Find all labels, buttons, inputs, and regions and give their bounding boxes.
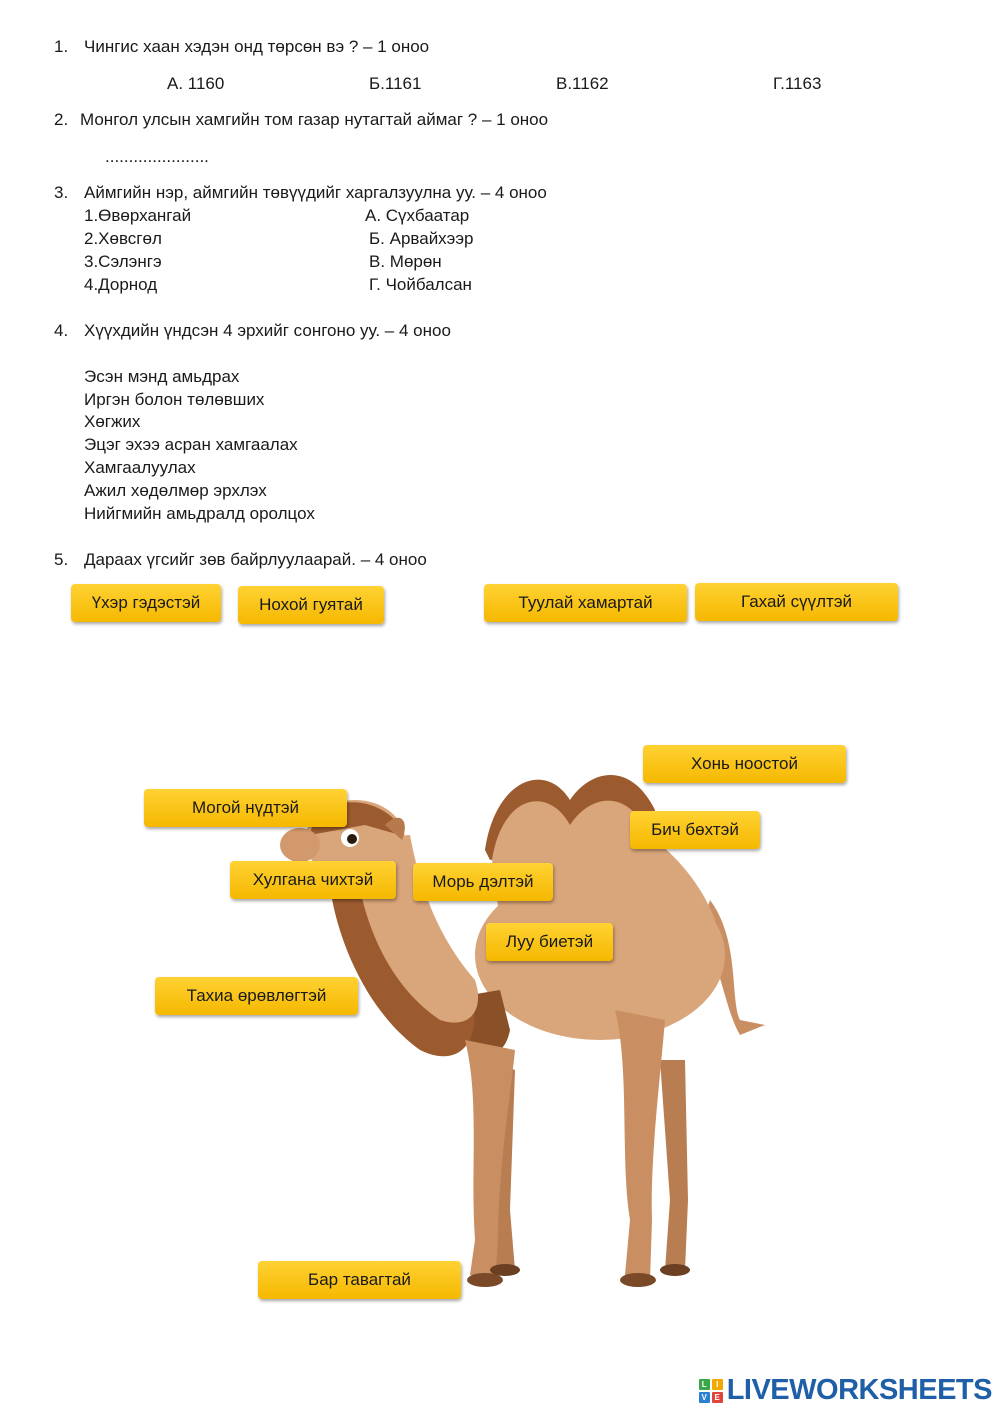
q4-number: 4. (54, 321, 69, 340)
camel-label-chip[interactable]: Хулгана чихтэй (230, 861, 396, 899)
q4-choice[interactable]: Эсэн мэнд амьдрах (84, 367, 240, 386)
q4-choice[interactable]: Ажил хөдөлмөр эрхлэх (84, 481, 267, 500)
q3-right-item[interactable]: Б. Арвайхээр (369, 229, 474, 248)
logo-square: L (699, 1379, 710, 1390)
q3-right-item[interactable]: Г. Чойбалсан (369, 275, 472, 294)
logo-square: V (699, 1392, 710, 1403)
logo-square: E (712, 1392, 723, 1403)
q3-right-item[interactable]: В. Мөрөн (369, 252, 442, 271)
q4-choice[interactable]: Эцэг эхээ асран хамгаалах (84, 435, 298, 454)
q4-choice[interactable]: Иргэн болон төлөвших (84, 390, 265, 409)
q1-option-c[interactable]: В.1162 (556, 74, 609, 93)
liveworksheets-logo (699, 1374, 992, 1407)
camel-label-chip[interactable]: Бич бөхтэй (630, 811, 760, 849)
q4-choice[interactable]: Хөгжих (84, 412, 141, 431)
q1-option-b[interactable]: Б.1161 (369, 74, 422, 93)
q3-right-item[interactable]: А. Сүхбаатар (365, 206, 470, 225)
q5-number: 5. (54, 550, 69, 569)
camel-label-chip[interactable]: Могой нүдтэй (144, 789, 347, 827)
q1-option-d[interactable]: Г.1163 (773, 74, 822, 93)
word-chip[interactable]: Гахай сүүлтэй (695, 583, 898, 621)
camel-label-chip[interactable]: Морь дэлтэй (413, 863, 553, 901)
camel-label-chip[interactable]: Тахиа өрөвлөгтэй (155, 977, 358, 1015)
logo-square: I (712, 1379, 723, 1390)
q1-text: Чингис хаан хэдэн онд төрсөн вэ ? – 1 оноо (84, 37, 430, 56)
q4-text: Хүүхдийн үндсэн 4 эрхийг сонгоно уу. – 4 оноо (84, 321, 451, 340)
camel-label-chip[interactable]: Луу биетэй (486, 923, 613, 961)
q3-left-item[interactable]: 3.Сэлэнгэ (84, 252, 162, 271)
word-chip[interactable]: Үхэр гэдэстэй (71, 584, 221, 622)
q2-text: Монгол улсын хамгийн том газар нутагтай аймаг ? – 1 оноо (80, 110, 549, 129)
q3-left-item[interactable]: 1.Өвөрхангай (84, 206, 192, 225)
q1-option-a[interactable]: А. 1160 (167, 74, 225, 93)
q1-number: 1. (54, 37, 69, 56)
q3-left-item[interactable]: 2.Хөвсгөл (84, 229, 162, 248)
word-chip[interactable]: Туулай хамартай (484, 584, 687, 622)
q5-text: Дараах үгсийг зөв байрлуулаарай. – 4 оноо (84, 550, 427, 569)
q2-number: 2. (54, 110, 69, 129)
q4-choice[interactable]: Хамгаалуулах (84, 458, 196, 477)
q4-choice[interactable]: Нийгмийн амьдралд оролцох (84, 504, 315, 523)
q3-text: Аймгийн нэр, аймгийн төвүүдийг харгалзуулна уу. – 4 оноо (84, 183, 547, 202)
camel-label-chip[interactable]: Хонь ноостой (643, 745, 846, 783)
brand-name: LIVEWORKSHEETS (726, 1374, 992, 1406)
word-chip[interactable]: Нохой гуятай (238, 586, 384, 624)
logo-squares-icon (699, 1379, 723, 1403)
q3-left-item[interactable]: 4.Дорнод (84, 275, 158, 294)
camel-label-chip[interactable]: Бар тавагтай (258, 1261, 461, 1299)
q2-answer-field[interactable]: ...................... (105, 147, 209, 166)
q3-number: 3. (54, 183, 69, 202)
